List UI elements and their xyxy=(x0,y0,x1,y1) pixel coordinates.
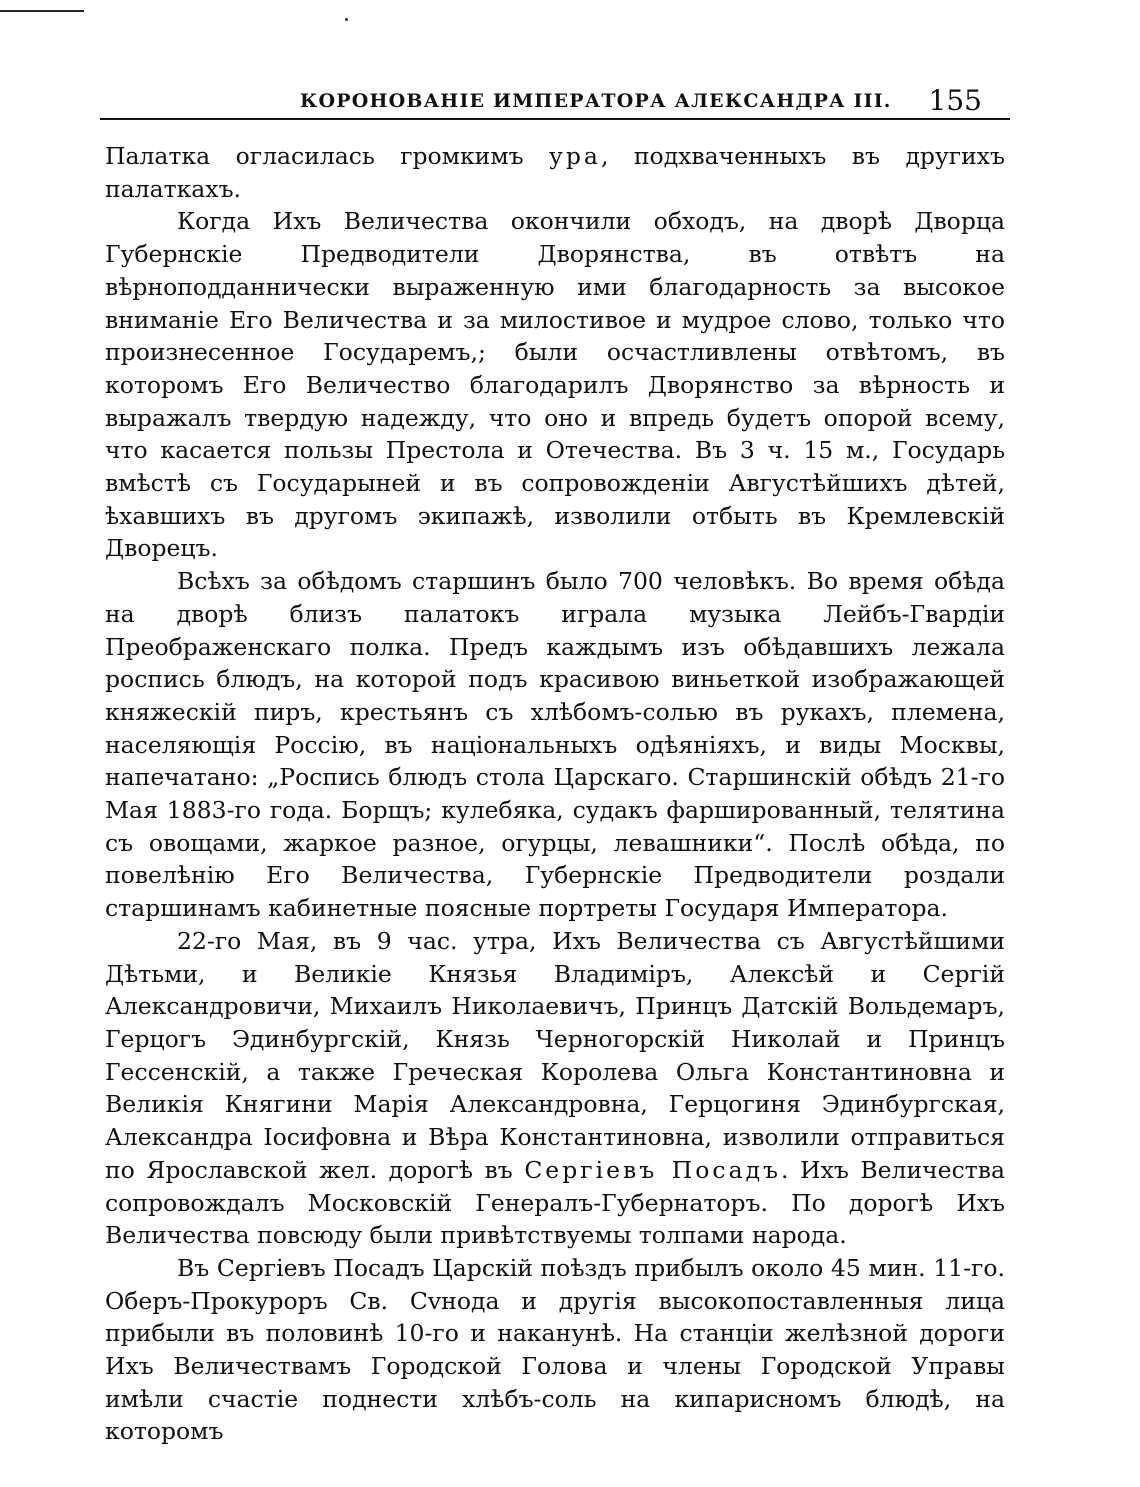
paragraph-3: Всѣхъ за обѣдомъ старшинъ было 700 человѣкъ. Во время обѣда на дворѣ близъ палатокъ играла музыка Лейбъ-Гвардіи Преображенскаго полка. Предъ каждымъ изъ обѣдавшихъ лежала роспись блюдъ, на которой подъ красивою виньеткой изображающей княжескій пиръ, крестьянъ съ хлѣбомъ-солью въ рукахъ, племена, населяющія Россію, въ національныхъ одѣяніяхъ, и виды Москвы, напечатано: „Роспись блюдъ стола Царскаго. Старшинскій обѣдъ 21-го Мая 1883-го года. Борщъ; кулебяка, судакъ фаршированный, телятина съ овощами, жаркое разное, огурцы, левашники“. Послѣ обѣда, по повелѣнію Его Величества, Губернскіе Предводители роздали старшинамъ кабинетные поясные портреты Государя Императора. xyxy=(105,567,1005,923)
page-number: 155 xyxy=(928,84,982,117)
paragraph-5: Въ Сергіевъ Посадъ Царскій поѣздъ прибылъ около 45 мин. 11-го. Оберъ-Прокуроръ Св. Сvнода и другія высокопоставленныя лица прибыли въ половинѣ 10-го и наканунѣ. На станціи желѣзной дороги Ихъ Величествамъ Городской Голова и члены Городской Управы имѣли счастіе поднести хлѣбъ-соль на кипарисномъ блюдѣ, на которомъ xyxy=(105,1253,1005,1446)
body-text xyxy=(105,140,1005,1448)
print-speck xyxy=(345,18,348,21)
paragraph-4-spaced-place: Сергіевъ Посадъ xyxy=(524,1155,782,1184)
paragraph-4-text-c: . Ихъ Величества сопровождалъ Московскій Генералъ-Губернаторъ. По дорогѣ Ихъ Величества повсюду были привѣтствуемы толпами народа. xyxy=(105,1155,1005,1250)
paragraph-4 xyxy=(105,925,1005,1252)
paragraph-1-text-c: , подхваченныхъ въ другихъ палаткахъ. xyxy=(105,142,1005,203)
running-title: КОРОНОВАНІЕ ИМПЕРАТОРА АЛЕКСАНДРА III. xyxy=(300,90,892,112)
paragraph-2: Когда Ихъ Величества окончили обходъ, на дворѣ Дворца Губернскіе Предводители Дворянства, въ отвѣтъ на вѣрноподданнически выраженную ими благодарность за высокое вниманіе Его Величества и за милостивое и мудрое слово, только что произнесенное Государемъ,; были осчастливлены отвѣтомъ, въ которомъ Его Величество благодарилъ Дворянство за вѣрность и выражалъ твердую надежду, что оно и впредь будетъ опорой всему, что касается пользы Престола и Отечества. Въ 3 ч. 15 м., Государь вмѣстѣ съ Государыней и въ сопровожденіи Августѣйшихъ дѣтей, ѣхавшихъ въ другомъ экипажѣ, изволили отбыть въ Кремлевскій Дворецъ. xyxy=(105,207,1005,563)
page-header xyxy=(100,84,1010,120)
paragraph-1-text-a: Палатка огласилась громкимъ xyxy=(105,142,550,170)
paragraph-1-spaced-word: ура xyxy=(549,142,601,170)
paragraph-1 xyxy=(105,140,1005,205)
corner-rule xyxy=(0,10,84,12)
paragraph-4-text-a: 22-го Мая, въ 9 час. утра, Ихъ Величества съ Августѣйшими Дѣтьми, и Великіе Князья Владиміръ, Алексѣй и Сергій Александровичи, Михаилъ Николаевичъ, Принцъ Датскій Вольдемаръ, Герцогъ Эдинбургскій, Князь Черногорскій Николай и Принцъ Гессенскій, а также Греческая Королева Ольга Константиновна и Великія Княгини Марія Александровна, Герцогиня Эдинбургская, Александра Іосифовна и Вѣра Константиновна, изволили отправиться по Ярославской жел. дорогѣ въ xyxy=(105,926,1005,1184)
header-rule xyxy=(100,118,1010,120)
